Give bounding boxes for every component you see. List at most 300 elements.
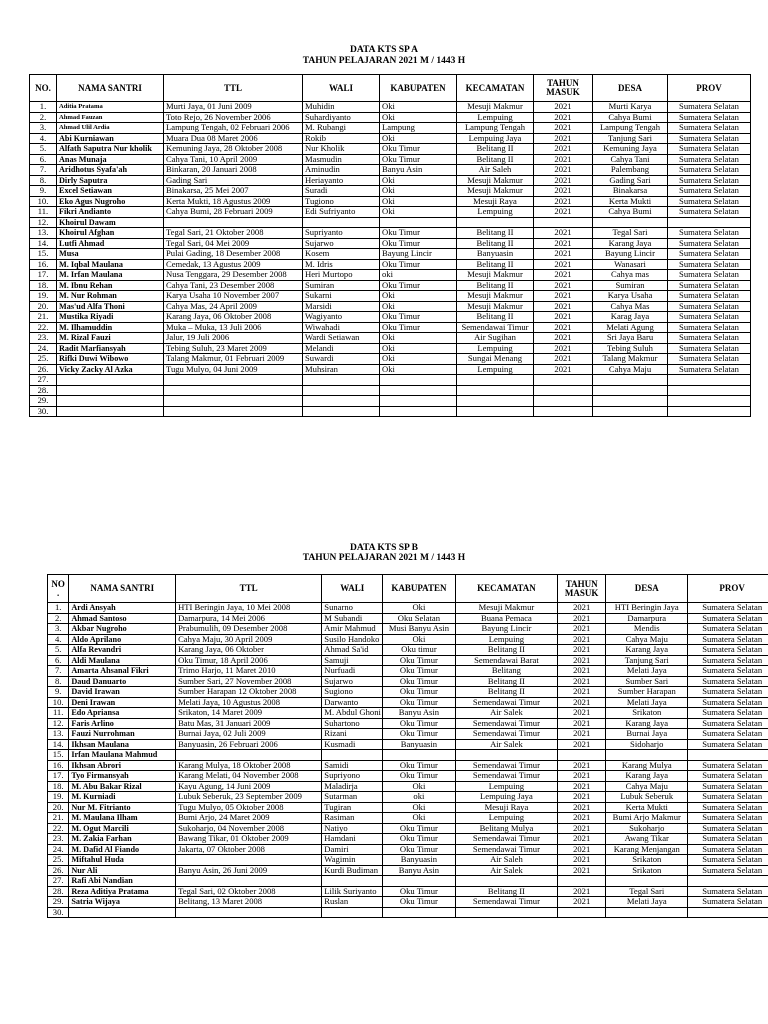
cell-ttl: Pulai Gading, 18 Desember 2008 [164, 249, 303, 260]
cell-prov: Sumatera Selatan [668, 133, 751, 144]
header-tahun: TAHUN MASUK [534, 75, 593, 102]
cell-ttl: Damarpura, 14 Mei 2006 [176, 613, 322, 624]
cell-ttl: Sumber Harapan 12 Oktober 2008 [176, 687, 322, 698]
cell-wali [303, 396, 380, 407]
cell-wali: Kusmadi [322, 739, 383, 750]
cell-prov: Sumatera Selatan [668, 333, 751, 344]
cell-prov: Sumatera Selatan [668, 154, 751, 165]
cell-ttl: Kayu Agung, 14 Juni 2009 [176, 781, 322, 792]
cell-kabupaten: Oku Timur [383, 676, 456, 687]
cell-wali: Tugiran [322, 802, 383, 813]
cell-kecamatan: Mesuji Raya [455, 802, 557, 813]
header-ttl: TTL [176, 575, 322, 603]
cell-ttl: Muka – Muka, 13 Juli 2006 [164, 322, 303, 333]
cell-tahun: 2021 [534, 280, 593, 291]
cell-wali: Kurdi Budiman [322, 865, 383, 876]
cell-no: 12. [48, 718, 69, 729]
cell-no: 22. [30, 322, 57, 333]
table-row [30, 270, 751, 281]
cell-kabupaten: Oki [380, 196, 457, 207]
cell-kabupaten: Oku Timur [380, 312, 457, 323]
cell-wali: Tugiono [303, 196, 380, 207]
cell-kabupaten: Oku Timur [383, 729, 456, 740]
cell-tahun [558, 750, 606, 761]
cell-prov: Sumatera Selatan [688, 855, 768, 866]
cell-wali: Damiri [322, 844, 383, 855]
cell-wali: Sujarwo [322, 676, 383, 687]
cell-no: 19. [48, 792, 69, 803]
cell-nama: M. Zakia Farhan [69, 834, 176, 845]
table-row [48, 645, 768, 656]
cell-no: 11. [30, 207, 57, 218]
cell-desa [593, 406, 668, 417]
cell-prov: Sumatera Selatan [668, 354, 751, 365]
cell-nama: Nur M. Fitrianto [69, 802, 176, 813]
table-row [30, 406, 751, 417]
cell-desa: Karang Jaya [593, 238, 668, 249]
cell-no: 14. [30, 238, 57, 249]
cell-tahun: 2021 [534, 333, 593, 344]
cell-nama: Ahmad Fauzan [57, 112, 164, 123]
cell-tahun: 2021 [534, 144, 593, 155]
cell-desa: Melati Jaya [606, 666, 688, 677]
cell-prov: Sumatera Selatan [688, 823, 768, 834]
cell-kabupaten: Banyuasin [383, 739, 456, 750]
cell-kabupaten [380, 396, 457, 407]
cell-nama: Edo Apriansa [69, 708, 176, 719]
section-b-subtitle: TAHUN PELAJARAN 2021 M / 1443 H [302, 553, 466, 563]
cell-kecamatan: Belitang Mulya [455, 823, 557, 834]
cell-ttl [164, 406, 303, 417]
cell-nama: Vicky Zacky Al Azka [57, 364, 164, 375]
cell-prov: Sumatera Selatan [688, 676, 768, 687]
cell-nama: Khoirul Afghan [57, 228, 164, 239]
cell-no: 5. [48, 645, 69, 656]
cell-kabupaten: Oku Timur [380, 280, 457, 291]
cell-kecamatan: Mesuji Makmur [457, 102, 534, 113]
cell-kabupaten: Oki [383, 802, 456, 813]
cell-desa: Cahya Mas [593, 301, 668, 312]
cell-desa [593, 385, 668, 396]
header-kabupaten: KABUPATEN [380, 75, 457, 102]
cell-wali: Supriyono [322, 771, 383, 782]
cell-kabupaten: oki [380, 270, 457, 281]
cell-wali: Sujarwo [303, 238, 380, 249]
table-row [48, 876, 768, 887]
cell-no: 22. [48, 823, 69, 834]
cell-tahun: 2021 [558, 697, 606, 708]
cell-tahun: 2021 [534, 102, 593, 113]
cell-nama: Abi Kurniawan [57, 133, 164, 144]
cell-ttl: Oku Timur, 18 April 2006 [176, 655, 322, 666]
table-row [48, 729, 768, 740]
cell-desa: Cahya Maju [593, 364, 668, 375]
cell-tahun: 2021 [534, 238, 593, 249]
cell-nama: Ikhsan Abrori [69, 760, 176, 771]
cell-nama [69, 907, 176, 918]
cell-desa: Karang Mulya [606, 760, 688, 771]
cell-wali: Amir Mahmud [322, 624, 383, 635]
cell-prov: Sumatera Selatan [668, 207, 751, 218]
cell-kabupaten: Oki [380, 133, 457, 144]
cell-ttl: Gading Sari [164, 175, 303, 186]
cell-desa: Karag Jaya [593, 312, 668, 323]
cell-prov: Sumatera Selatan [688, 771, 768, 782]
cell-kabupaten [383, 907, 456, 918]
cell-wali: Rizani [322, 729, 383, 740]
cell-kecamatan: Belitang II [457, 259, 534, 270]
table-row [48, 750, 768, 761]
cell-ttl: Tugu Mulyo, 05 Oktober 2008 [176, 802, 322, 813]
cell-desa: Melati Agung [593, 322, 668, 333]
cell-kabupaten: Oku Timur [383, 834, 456, 845]
cell-desa [606, 750, 688, 761]
cell-kabupaten: Oku Timur [383, 897, 456, 908]
cell-desa: Karang Jaya [606, 718, 688, 729]
cell-no: 16. [48, 760, 69, 771]
cell-kabupaten [383, 750, 456, 761]
cell-desa [593, 396, 668, 407]
cell-kecamatan: Belitang II [455, 886, 557, 897]
cell-prov: Sumatera Selatan [668, 322, 751, 333]
cell-desa: Melati Jaya [606, 697, 688, 708]
cell-nama: Radit Marfiansyah [57, 343, 164, 354]
cell-kabupaten: Oku Timur [383, 697, 456, 708]
cell-kabupaten: Oki [380, 102, 457, 113]
cell-kabupaten: Oki [380, 291, 457, 302]
table-row [48, 760, 768, 771]
table-row [30, 112, 751, 123]
cell-no: 26. [30, 364, 57, 375]
cell-nama: Rafi Abi Nandian [69, 876, 176, 887]
table-row [30, 249, 751, 260]
cell-wali: Heriayanto [303, 175, 380, 186]
cell-kecamatan: Air Salek [455, 739, 557, 750]
table-row [30, 102, 751, 113]
cell-ttl: Kerta Mukti, 18 Agustus 2009 [164, 196, 303, 207]
cell-no: 15. [30, 249, 57, 260]
cell-no: 3. [48, 624, 69, 635]
cell-nama: Ikhsan Maulana [69, 739, 176, 750]
cell-kabupaten: Oku Timur [383, 718, 456, 729]
cell-desa: Sidoharjo [606, 739, 688, 750]
cell-desa: Srikaton [606, 708, 688, 719]
table-row [30, 301, 751, 312]
cell-kecamatan: Lempuing [457, 364, 534, 375]
cell-kabupaten: Oku Timur [383, 771, 456, 782]
cell-ttl: Karang Mulya, 18 Oktober 2008 [176, 760, 322, 771]
cell-ttl: Batu Mas, 31 Januari 2009 [176, 718, 322, 729]
cell-tahun [558, 907, 606, 918]
cell-tahun: 2021 [534, 301, 593, 312]
cell-wali: Edi Sufriyanto [303, 207, 380, 218]
cell-wali: Hamdani [322, 834, 383, 845]
cell-kecamatan: Lempuing [457, 112, 534, 123]
cell-kecamatan [457, 217, 534, 228]
cell-prov [668, 217, 751, 228]
cell-tahun: 2021 [534, 343, 593, 354]
cell-desa: Palembang [593, 165, 668, 176]
cell-nama: M. Rizal Fauzi [57, 333, 164, 344]
cell-ttl: Tegal Sari, 04 Mei 2009 [164, 238, 303, 249]
cell-tahun: 2021 [558, 603, 606, 614]
cell-tahun: 2021 [534, 364, 593, 375]
cell-desa: Kerta Mukti [606, 802, 688, 813]
cell-desa: Wanasari [593, 259, 668, 270]
cell-tahun: 2021 [534, 133, 593, 144]
cell-wali: Melandi [303, 343, 380, 354]
cell-prov: Sumatera Selatan [688, 760, 768, 771]
cell-kecamatan: Belitang II [455, 676, 557, 687]
cell-desa: Mendis [606, 624, 688, 635]
cell-tahun: 2021 [534, 312, 593, 323]
header-prov: PROV [688, 575, 768, 603]
cell-no: 29. [30, 396, 57, 407]
cell-no: 26. [48, 865, 69, 876]
cell-ttl: Sumber Sari, 27 November 2008 [176, 676, 322, 687]
header-prov: PROV [668, 75, 751, 102]
cell-ttl [176, 750, 322, 761]
cell-tahun: 2021 [558, 739, 606, 750]
cell-nama: M. Irfan Maulana [57, 270, 164, 281]
cell-nama: Daud Danuarto [69, 676, 176, 687]
cell-ttl: Bawang Tikar, 01 Oktober 2009 [176, 834, 322, 845]
cell-kecamatan [455, 876, 557, 887]
cell-ttl: Tebing Suluh, 23 Maret 2009 [164, 343, 303, 354]
cell-wali: M. Idris [303, 259, 380, 270]
cell-tahun: 2021 [558, 666, 606, 677]
cell-kecamatan: Belitang II [457, 312, 534, 323]
cell-prov: Sumatera Selatan [668, 291, 751, 302]
cell-kabupaten: Oku Selatan [383, 613, 456, 624]
cell-desa: Talang Makmur [593, 354, 668, 365]
cell-no: 28. [30, 385, 57, 396]
cell-nama: Faris Arlino [69, 718, 176, 729]
cell-kecamatan: Banyuasin [457, 249, 534, 260]
cell-no: 4. [48, 634, 69, 645]
cell-tahun: 2021 [558, 781, 606, 792]
cell-nama: Khoirul Dawam [57, 217, 164, 228]
cell-no: 25. [30, 354, 57, 365]
cell-no: 8. [48, 676, 69, 687]
cell-wali: Masmudin [303, 154, 380, 165]
cell-kabupaten: Oku Timur [380, 228, 457, 239]
table-row [48, 897, 768, 908]
cell-wali: Wagiyanto [303, 312, 380, 323]
cell-desa: Cahya Bumi [593, 207, 668, 218]
cell-ttl: Toto Rejo, 26 November 2006 [164, 112, 303, 123]
cell-prov: Sumatera Selatan [688, 729, 768, 740]
table-row [30, 123, 751, 134]
cell-no: 5. [30, 144, 57, 155]
cell-no: 15. [48, 750, 69, 761]
cell-tahun [534, 385, 593, 396]
header-no: NO. [30, 75, 57, 102]
table-row [48, 603, 768, 614]
cell-no: 24. [30, 343, 57, 354]
cell-ttl [176, 907, 322, 918]
cell-no: 13. [30, 228, 57, 239]
cell-ttl: Talang Makmur, 01 Februari 2009 [164, 354, 303, 365]
cell-desa: Binakarsa [593, 186, 668, 197]
table-a [29, 74, 751, 417]
cell-tahun: 2021 [558, 708, 606, 719]
cell-no: 3. [30, 123, 57, 134]
cell-desa [606, 907, 688, 918]
cell-nama: Fauzi Nurrohman [69, 729, 176, 740]
table-row [30, 175, 751, 186]
cell-prov: Sumatera Selatan [688, 792, 768, 803]
cell-nama: M. Kurniadi [69, 792, 176, 803]
cell-tahun: 2021 [534, 186, 593, 197]
cell-no: 2. [30, 112, 57, 123]
cell-nama: M. Ibnu Rehan [57, 280, 164, 291]
cell-desa: Karya Usaha [593, 291, 668, 302]
cell-ttl: HTI Beringin Jaya, 10 Mei 2008 [176, 603, 322, 614]
cell-no: 12. [30, 217, 57, 228]
cell-kecamatan [455, 907, 557, 918]
cell-wali: M. Rubangi [303, 123, 380, 134]
cell-desa: Cahya Tani [593, 154, 668, 165]
cell-nama: Eko Agus Nugroho [57, 196, 164, 207]
cell-ttl [164, 375, 303, 386]
cell-tahun: 2021 [558, 823, 606, 834]
cell-wali: Muhsiran [303, 364, 380, 375]
cell-kabupaten [380, 385, 457, 396]
cell-prov: Sumatera Selatan [688, 613, 768, 624]
cell-no: 24. [48, 844, 69, 855]
cell-prov: Sumatera Selatan [668, 186, 751, 197]
cell-tahun: 2021 [558, 792, 606, 803]
cell-no: 18. [48, 781, 69, 792]
cell-ttl: Belitang, 13 Maret 2008 [176, 897, 322, 908]
cell-desa: Tegal Sari [606, 886, 688, 897]
cell-tahun: 2021 [558, 624, 606, 635]
cell-kecamatan: Mesuji Makmur [457, 291, 534, 302]
cell-ttl: Karang Jaya, 06 Oktober [176, 645, 322, 656]
cell-no: 29. [48, 897, 69, 908]
cell-wali: Sutarman [322, 792, 383, 803]
cell-ttl: Nusa Tenggara, 29 Desember 2008 [164, 270, 303, 281]
table-row [30, 165, 751, 176]
cell-prov: Sumatera Selatan [688, 645, 768, 656]
cell-kecamatan: Air Saleh [455, 855, 557, 866]
cell-tahun: 2021 [558, 613, 606, 624]
cell-no: 7. [48, 666, 69, 677]
cell-prov: Sumatera Selatan [688, 687, 768, 698]
table-row [48, 666, 768, 677]
cell-desa: Kerta Mukti [593, 196, 668, 207]
table-row [48, 687, 768, 698]
cell-kecamatan: Semendawai Timur [455, 729, 557, 740]
cell-nama: Ardi Ansyah [69, 603, 176, 614]
header-nama: NAMA SANTRI [69, 575, 176, 603]
cell-tahun: 2021 [534, 207, 593, 218]
cell-kecamatan [457, 396, 534, 407]
cell-prov: Sumatera Selatan [668, 364, 751, 375]
cell-no: 7. [30, 165, 57, 176]
cell-tahun: 2021 [558, 718, 606, 729]
table-row [30, 228, 751, 239]
cell-kecamatan: Air Sugihan [457, 333, 534, 344]
cell-wali: Kosem [303, 249, 380, 260]
table-row [30, 144, 751, 155]
cell-wali: Sukarni [303, 291, 380, 302]
header-ttl: TTL [164, 75, 303, 102]
cell-prov: Sumatera Selatan [668, 249, 751, 260]
table-row [48, 655, 768, 666]
cell-desa: Damarpura [606, 613, 688, 624]
cell-ttl: Tegal Sari, 21 Oktober 2008 [164, 228, 303, 239]
cell-prov: Sumatera Selatan [668, 144, 751, 155]
table-row [48, 886, 768, 897]
table-row [48, 718, 768, 729]
cell-desa: Tanjung Sari [593, 133, 668, 144]
cell-tahun: 2021 [534, 354, 593, 365]
cell-tahun: 2021 [558, 855, 606, 866]
table-row [48, 676, 768, 687]
cell-prov: Sumatera Selatan [688, 834, 768, 845]
cell-ttl: Sukoharjo, 04 November 2008 [176, 823, 322, 834]
cell-ttl: Cahya Maju, 30 April 2009 [176, 634, 322, 645]
cell-wali: Aminudin [303, 165, 380, 176]
cell-ttl: Tegal Sari, 02 Oktober 2008 [176, 886, 322, 897]
cell-kecamatan [457, 406, 534, 417]
cell-ttl: Trimo Harjo, 11 Maret 2010 [176, 666, 322, 677]
cell-nama: David Irawan [69, 687, 176, 698]
cell-prov: Sumatera Selatan [668, 112, 751, 123]
header-kabupaten: KABUPATEN [383, 575, 456, 603]
cell-desa: Gading Sari [593, 175, 668, 186]
cell-desa: Bumi Arjo Makmur [606, 813, 688, 824]
cell-kabupaten: Oku Timur [383, 687, 456, 698]
cell-ttl: Jakarta, 07 Oktober 2008 [176, 844, 322, 855]
table-row [30, 207, 751, 218]
cell-prov: Sumatera Selatan [688, 739, 768, 750]
table-row [30, 196, 751, 207]
cell-kecamatan: Semendawai Timur [455, 760, 557, 771]
cell-ttl: Banyuasin, 26 Februari 2006 [176, 739, 322, 750]
cell-ttl: Binakarsa, 25 Mei 2007 [164, 186, 303, 197]
cell-wali: Ruslan [322, 897, 383, 908]
cell-nama: Mas'ud Alfa Thoni [57, 301, 164, 312]
cell-desa: Melati Jaya [606, 897, 688, 908]
cell-prov: Sumatera Selatan [668, 270, 751, 281]
cell-no: 17. [30, 270, 57, 281]
cell-kabupaten: Lampung [380, 123, 457, 134]
cell-no: 1. [48, 603, 69, 614]
cell-wali: Nurfuadi [322, 666, 383, 677]
cell-prov: Sumatera Selatan [668, 102, 751, 113]
cell-wali: Darwanto [322, 697, 383, 708]
cell-wali: Marsidi [303, 301, 380, 312]
cell-nama: Akbar Nugroho [69, 624, 176, 635]
cell-prov: Sumatera Selatan [688, 708, 768, 719]
cell-desa: Tegal Sari [593, 228, 668, 239]
cell-no: 16. [30, 259, 57, 270]
cell-prov [688, 876, 768, 887]
table-row [30, 375, 751, 386]
cell-kabupaten: Banyu Asin [380, 165, 457, 176]
cell-tahun [558, 876, 606, 887]
cell-tahun: 2021 [534, 165, 593, 176]
header-wali: WALI [303, 75, 380, 102]
cell-no: 9. [30, 186, 57, 197]
table-row [48, 792, 768, 803]
cell-prov: Sumatera Selatan [668, 175, 751, 186]
cell-kabupaten: Oki [380, 333, 457, 344]
cell-no: 21. [30, 312, 57, 323]
